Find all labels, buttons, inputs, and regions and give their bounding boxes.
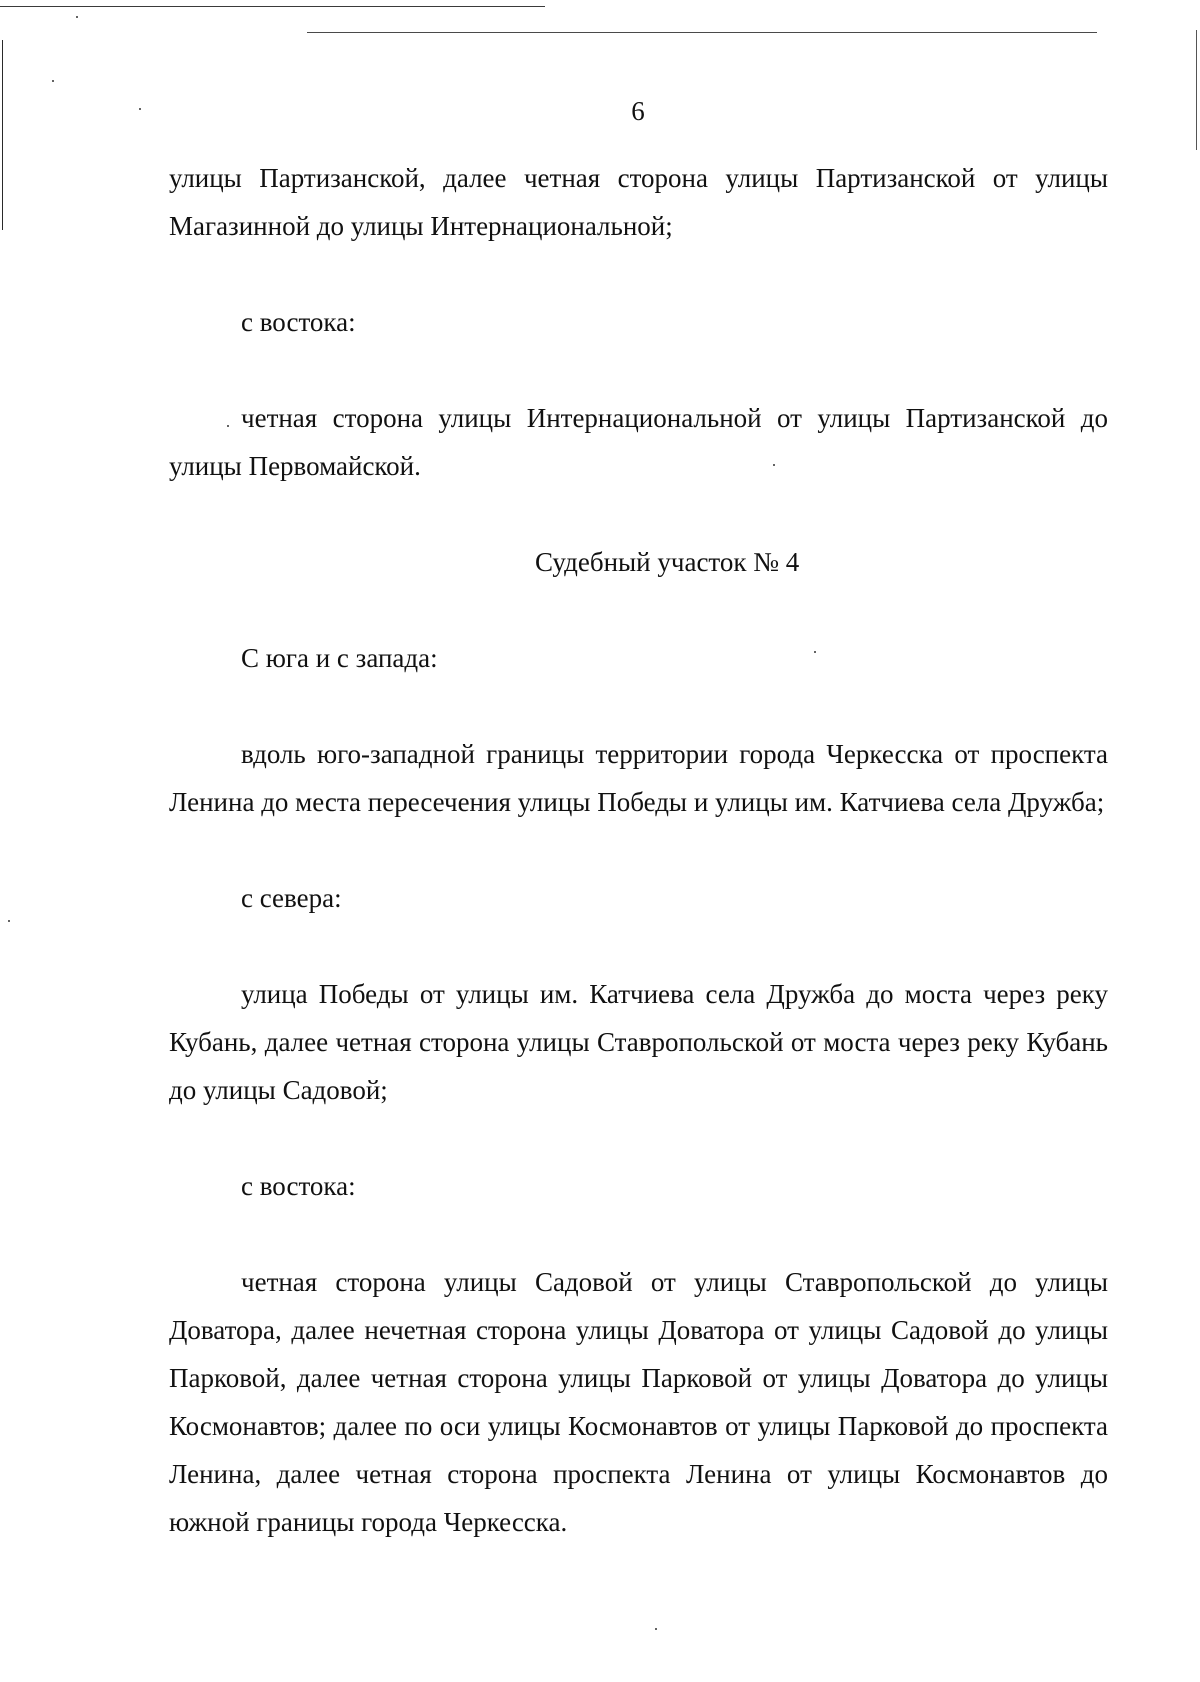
scan-speck: [52, 80, 54, 82]
page-number: 6: [631, 96, 645, 126]
paragraph-north-label: с севера:: [241, 883, 342, 913]
scan-edge-left: [2, 40, 3, 230]
section-heading: Судебный участок № 4: [535, 547, 800, 577]
scan-speck: [8, 920, 10, 922]
scan-border-line-upper: [307, 32, 1097, 33]
scan-speck: [655, 1628, 657, 1630]
paragraph-continuation: улицы Партизанской, далее четная сторона улицы Партизанской от улицы Магазинной до улицы Интернациональной;: [169, 163, 1108, 241]
paragraph-north-boundary: улица Победы от улицы им. Катчиева села Дружба до моста через реку Кубань, далее четная сторона улицы Ставропольской от моста через реку Кубань до улицы Садовой;: [169, 979, 1108, 1105]
paragraph-south-west-boundary: вдоль юго-западной границы территории города Черкесска от проспекта Ленина до места пересечения улицы Победы и улицы им. Катчиева села Дружба;: [169, 739, 1108, 817]
document-body: [169, 154, 1108, 1546]
paragraph-east-label-2: с востока:: [241, 1171, 356, 1201]
scan-speck: [76, 16, 78, 18]
paragraph-south-west-label: С юга и с запада:: [241, 643, 438, 673]
paragraph-east-boundary-2: четная сторона улицы Садовой от улицы Ставропольской до улицы Доватора, далее нечетная сторона улицы Доватора от улицы Садовой до улицы Парковой, далее четная сторона улицы Парковой от улицы Доватора до улицы Космонавтов; далее по оси улицы Космонавтов от улицы Парковой до проспекта Ленина, далее четная сторона проспекта Ленина от улицы Космонавтов до южной границы города Черкесска.: [169, 1267, 1108, 1537]
scan-edge-right: [1196, 30, 1197, 150]
paragraph-east-boundary: четная сторона улицы Интернациональной от улицы Партизанской до улицы Первомайской.: [169, 403, 1108, 481]
paragraph-east-label: с востока:: [241, 307, 356, 337]
scan-border-line-top: [0, 6, 545, 7]
